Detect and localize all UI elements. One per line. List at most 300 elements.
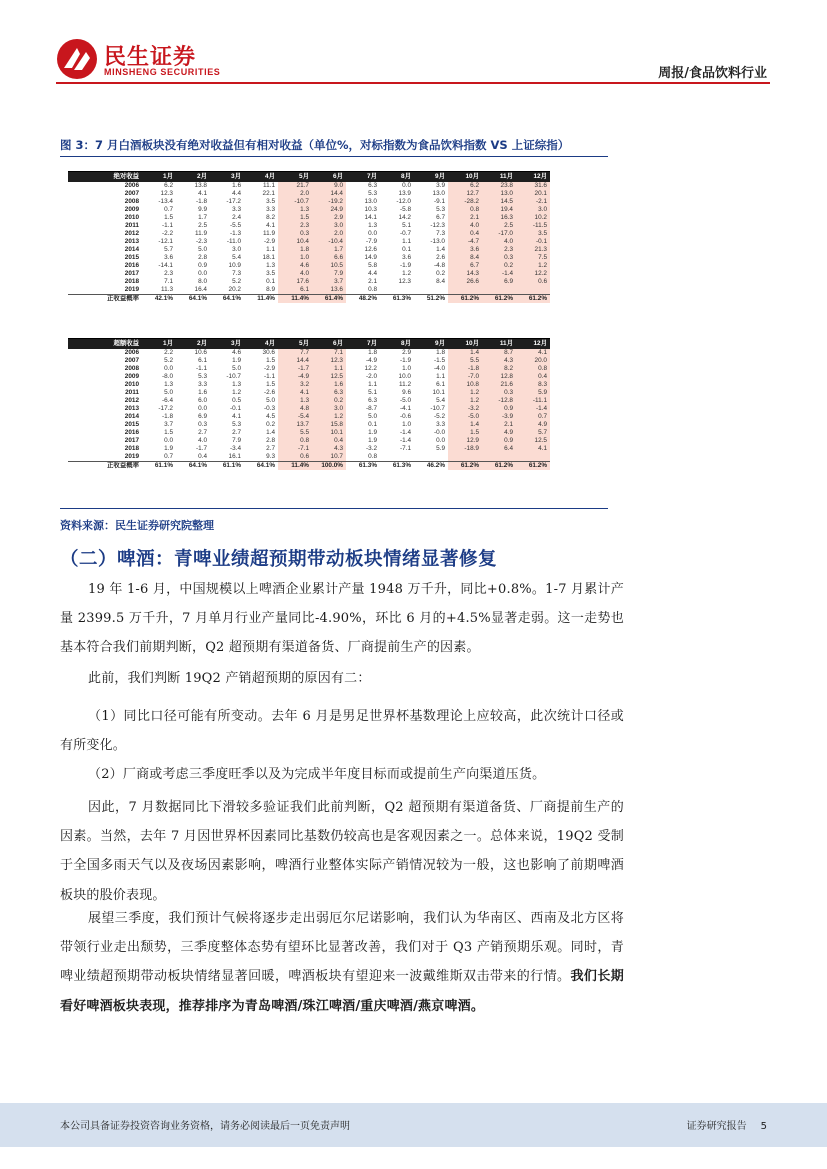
table-header-month: 3月 (210, 339, 244, 349)
table-cell: 16.4 (194, 285, 207, 293)
table-cell: 2.8 (266, 436, 275, 444)
table-cell: -1.8 (195, 197, 207, 205)
table-cell: 16.3 (482, 214, 516, 222)
table-cell: 3.5 (516, 230, 550, 238)
table-year-cell: 2009 (124, 205, 139, 213)
table-cell: -9.1 (433, 197, 445, 205)
table-header-month: 8月 (380, 172, 414, 182)
table-year-cell: 2013 (124, 237, 139, 245)
table-cell: 1.5 (266, 356, 275, 364)
table-cell: 0.3 (198, 420, 207, 428)
table-cell: 4.0 (448, 222, 482, 230)
table-cell: 12.9 (448, 437, 482, 445)
excess-return-table (68, 338, 550, 470)
table-cell: 5.4 (232, 253, 241, 261)
table-cell: 5.7 (516, 429, 550, 437)
table-winrate-cell: 61.1% (142, 461, 176, 470)
table-cell: 1.2 (312, 413, 346, 421)
table-cell: 22.1 (262, 189, 275, 197)
table-cell: 20.2 (228, 285, 241, 293)
table-cell: 5.0 (164, 388, 173, 396)
table-cell: 0.7 (164, 205, 173, 213)
table-year-cell: 2015 (124, 253, 139, 261)
table-year-cell: 2016 (124, 428, 139, 436)
table-row (68, 286, 550, 295)
table-cell (482, 453, 516, 462)
table-year-cell: 2018 (124, 277, 139, 285)
table-cell: 0.0 (368, 229, 377, 237)
table-year-cell: 2008 (124, 197, 139, 205)
table-row (68, 198, 550, 206)
table-cell: 1.1 (436, 372, 445, 380)
table-cell: 5.8 (368, 261, 377, 269)
table-cell: -2.2 (161, 229, 173, 237)
table-cell: -1.8 (161, 412, 173, 420)
table-cell: 5.2 (164, 356, 173, 364)
table-cell: -12.8 (482, 397, 516, 405)
table-cell: 0.4 (312, 437, 346, 445)
table-cell: 1.8 (436, 348, 445, 356)
table-cell: 3.3 (232, 205, 241, 213)
table-cell: -19.2 (312, 198, 346, 206)
table-cell: 0.9 (482, 405, 516, 413)
table-cell: 7.3 (436, 229, 445, 237)
table-cell: 7.3 (232, 269, 241, 277)
table-cell: 1.1 (368, 380, 377, 388)
table-cell: 30.6 (262, 348, 275, 356)
table-cell (448, 453, 482, 462)
table-cell: -4.7 (448, 238, 482, 246)
table-cell: 12.2 (516, 270, 550, 278)
table-cell: 8.3 (516, 381, 550, 389)
table-cell: 14.4 (278, 357, 312, 365)
table-cell: 3.3 (198, 380, 207, 388)
table-cell: -2.0 (365, 372, 377, 380)
table-cell: 1.3 (278, 397, 312, 405)
table-cell: 1.6 (198, 388, 207, 396)
table-cell: 23.8 (482, 182, 516, 190)
table-winrate-cell: 64.1% (244, 461, 278, 470)
table-cell: -13.4 (158, 197, 173, 205)
table-cell: -1.1 (195, 364, 207, 372)
table-cell: -5.0 (448, 413, 482, 421)
table-cell: 7.9 (232, 436, 241, 444)
logo-english-name: MINSHENG SECURITIES (104, 67, 221, 77)
figure-title-divider (60, 156, 608, 157)
table-cell: 0.0 (198, 404, 207, 412)
table-cell: -5.0 (399, 396, 411, 404)
table-cell (380, 453, 414, 462)
table-cell: 7.1 (164, 277, 173, 285)
table-cell: -11.5 (516, 222, 550, 230)
table-cell: 0.4 (198, 452, 207, 460)
table-winrate-cell: 64.1% (210, 294, 244, 303)
table-cell: 14.4 (312, 190, 346, 198)
table-cell: -1.1 (263, 372, 275, 380)
table-row (68, 349, 550, 357)
table-cell: 2.3 (278, 222, 312, 230)
table-cell: -2.9 (263, 364, 275, 372)
table-cell: 1.9 (232, 356, 241, 364)
table-cell: -12.3 (430, 221, 445, 229)
table-cell: 3.6 (448, 246, 482, 254)
table-cell: 0.8 (516, 365, 550, 373)
table-cell: -1.7 (278, 365, 312, 373)
table-cell: 1.2 (232, 388, 241, 396)
table-year-cell: 2019 (124, 452, 139, 460)
table-cell: 4.4 (368, 269, 377, 277)
table-cell: -2.3 (195, 237, 207, 245)
table-cell: 5.3 (436, 205, 445, 213)
table-cell: 0.4 (516, 373, 550, 381)
table-cell: -10.7 (278, 198, 312, 206)
table-cell: -3.9 (482, 413, 516, 421)
table-cell: 16.1 (228, 452, 241, 460)
table-cell: 10.0 (398, 372, 411, 380)
table-cell: -4.9 (365, 356, 377, 364)
table-header-month: 11月 (482, 339, 516, 349)
table-cell: -1.7 (195, 444, 207, 452)
table-header-month: 7月 (346, 339, 380, 349)
paragraph-6-recommendation: 我们长期看好啤酒板块表现，推荐排序为青岛啤酒/珠江啤酒/重庆啤酒/燕京啤酒。 (60, 969, 624, 1014)
table-cell: 20.0 (516, 357, 550, 365)
table-cell: 5.0 (232, 364, 241, 372)
table-cell: 5.1 (402, 221, 411, 229)
table-cell: 1.9 (368, 436, 377, 444)
table-cell: 14.1 (364, 213, 377, 221)
table-cell (516, 453, 550, 462)
table-cell: 1.9 (368, 428, 377, 436)
table-cell: -0.7 (399, 229, 411, 237)
table-cell: 14.5 (482, 198, 516, 206)
table-cell: -1.9 (399, 356, 411, 364)
table-cell: 3.2 (278, 381, 312, 389)
table-year-cell: 2019 (124, 285, 139, 293)
table-cell: -18.9 (448, 445, 482, 453)
table-cell: 3.6 (402, 253, 411, 261)
table-cell: 2.0 (278, 190, 312, 198)
table-cell: -2.1 (516, 198, 550, 206)
table-cell: 4.3 (482, 357, 516, 365)
table-cell: 3.0 (312, 405, 346, 413)
table-cell: 0.2 (482, 262, 516, 270)
table-cell: 4.6 (278, 262, 312, 270)
table-cell: 5.5 (278, 429, 312, 437)
table-cell: 5.7 (164, 245, 173, 253)
table-cell: 4.9 (482, 429, 516, 437)
table-cell: 4.5 (266, 412, 275, 420)
table-cell: 3.0 (232, 245, 241, 253)
table-cell: -28.2 (448, 198, 482, 206)
table-cell: 4.1 (266, 221, 275, 229)
table-cell: 1.2 (448, 397, 482, 405)
table-cell: -5.4 (278, 413, 312, 421)
table-cell: 0.4 (448, 230, 482, 238)
table-header-month: 5月 (278, 339, 312, 349)
table-cell: 13.7 (278, 421, 312, 429)
table-cell: 2.7 (198, 428, 207, 436)
table-cell: 11.9 (195, 229, 207, 237)
table-cell: 26.6 (448, 278, 482, 286)
table-cell: 12.3 (312, 357, 346, 365)
table-year-cell: 2009 (124, 372, 139, 380)
table-header-month: 8月 (380, 339, 414, 349)
table-cell: -5.5 (229, 221, 241, 229)
table-winrate-cell: 61.3% (380, 294, 414, 303)
paragraph-2: 此前，我们判断 19Q2 产销超预期的原因有二： (88, 671, 371, 686)
table-header-month: 2月 (176, 172, 210, 182)
table-cell: 1.0 (402, 364, 411, 372)
table-cell: 11.3 (161, 285, 173, 293)
table-header-row (68, 339, 550, 349)
figure-bottom-divider (60, 508, 608, 509)
table-cell: 0.2 (436, 269, 445, 277)
table-cell: 0.6 (278, 453, 312, 462)
table-cell: -13.0 (430, 237, 445, 245)
table-cell: 12.7 (448, 190, 482, 198)
table-cell: 3.0 (516, 206, 550, 214)
table-row (68, 254, 550, 262)
logo-chinese-name: 民生证券 (104, 45, 197, 70)
table-row (68, 453, 550, 462)
table-cell: 2.4 (232, 213, 241, 221)
paragraph-1: 19 年 1-6 月，中国规模以上啤酒企业累计产量 1948 万千升，同比+0.8%。1-7 月累计产量 2399.5 万千升，7 月单月行业产量同比-4.90%，环比 6 月的+4.5%显著走弱。这一走势也基本符合我们前期判断，Q2 超预期有渠道备货、厂商提前生产的因素。 (60, 582, 624, 656)
table-cell: 3.3 (436, 420, 445, 428)
table-cell: -7.9 (365, 237, 377, 245)
table-header-month: 6月 (312, 339, 346, 349)
table-row (68, 278, 550, 286)
table-cell: 5.3 (232, 420, 241, 428)
table-cell: 5.0 (198, 245, 207, 253)
table-cell: 1.4 (448, 349, 482, 357)
table-cell: 5.5 (448, 357, 482, 365)
table-year-cell: 2011 (125, 388, 139, 396)
table-cell: 1.3 (368, 221, 377, 229)
table-winrate-cell: 61.3% (380, 461, 414, 470)
table-cell: 2.9 (402, 348, 411, 356)
table-cell: 0.1 (402, 245, 411, 253)
table-cell: 13.6 (312, 286, 346, 295)
table-header-month: 12月 (516, 172, 550, 182)
table-header-month: 7月 (346, 172, 380, 182)
table-cell: 1.0 (278, 254, 312, 262)
table-cell: 14.9 (364, 253, 377, 261)
table-cell: 9.3 (266, 452, 275, 460)
table-year-cell: 2010 (124, 213, 139, 221)
table-cell: 3.5 (266, 197, 275, 205)
table-header-month: 9月 (414, 172, 448, 182)
table-cell: 2.3 (482, 246, 516, 254)
table-cell: 4.0 (198, 436, 207, 444)
paragraph-6-text: 展望三季度，我们预计气候将逐步走出弱厄尔尼诺影响，我们认为华南区、西南及北方区将带领行业走出颓势，三季度整体态势有望环比显著改善，我们对于 Q3 产销预期乐观。同时，青啤业绩超预期带动板块情绪显著回暖，啤酒板块有望迎来一波戴维斯双击带来的行情。 (60, 911, 624, 985)
table-cell: 5.9 (436, 444, 445, 452)
table-year-cell: 2012 (124, 229, 139, 237)
table-winrate-cell: 61.2% (516, 294, 550, 303)
table-cell: -0.1 (229, 404, 241, 412)
table-cell: 10.3 (364, 205, 377, 213)
table-cell: -1.9 (399, 261, 411, 269)
table-cell: -7.0 (448, 373, 482, 381)
table-cell: 2.1 (448, 214, 482, 222)
table-cell: 1.4 (436, 245, 445, 253)
table-cell: -8.7 (365, 404, 377, 412)
table-header-row (68, 172, 550, 182)
table-cell: -4.0 (433, 364, 445, 372)
table-cell: 0.9 (198, 261, 207, 269)
table-cell: 3.9 (436, 181, 445, 189)
table-cell: 1.2 (448, 389, 482, 397)
table-cell: 6.9 (198, 412, 207, 420)
table-cell: 7.5 (516, 254, 550, 262)
table-winrate-cell: 61.4% (312, 294, 346, 303)
table-cell: 0.0 (164, 436, 173, 444)
table-cell: 0.5 (232, 396, 241, 404)
page-number: 5 (760, 1121, 767, 1132)
table-winrate-cell: 100.0% (312, 461, 346, 470)
table-cell: 10.4 (278, 238, 312, 246)
table-cell: 2.0 (312, 230, 346, 238)
absolute-return-table (68, 171, 550, 303)
table-winrate-cell: 46.2% (414, 461, 448, 470)
table-winrate-cell: 51.2% (414, 294, 448, 303)
table-row (68, 421, 550, 429)
table-winrate-cell: 61.2% (516, 461, 550, 470)
table-row (68, 206, 550, 214)
table-row (68, 413, 550, 421)
table-cell: 1.5 (164, 213, 173, 221)
table-cell: 14.3 (448, 270, 482, 278)
table-header-month: 9月 (414, 339, 448, 349)
paragraph-4: （2）厂商或考虑三季度旺季以及为完成半年度目标而或提前生产向渠道压货。 (88, 767, 546, 782)
table-cell: 19.4 (482, 206, 516, 214)
table-cell: 8.9 (266, 285, 275, 293)
table-cell: 0.0 (198, 269, 207, 277)
table-winrate-label: 正收益概率 (68, 294, 142, 303)
table-cell: 0.8 (368, 285, 377, 293)
table-cell: 0.0 (402, 181, 411, 189)
table-cell: 6.0 (198, 396, 207, 404)
table-cell: 21.3 (516, 246, 550, 254)
table-cell: 0.8 (278, 437, 312, 445)
table-header-month: 10月 (448, 172, 482, 182)
table-cell: 12.5 (312, 373, 346, 381)
table-year-cell: 2014 (124, 412, 139, 420)
paragraph-5: 因此，7 月数据同比下滑较多验证我们此前判断，Q2 超预期有渠道备货、厂商提前生产的因素。当然，去年 7 月因世界杯因素同比基数仍较高也是客观因素之一。总体来说，19Q2 受制于全国多雨天气以及夜场因素影响，啤酒行业整体实际产销情况较为一般，这也影响了前期啤酒板块的股价表现。 (60, 800, 624, 903)
table-cell: 0.6 (516, 278, 550, 286)
table-row (68, 190, 550, 198)
table-cell: 8.4 (448, 254, 482, 262)
table-cell: 0.0 (164, 364, 173, 372)
table-cell: 6.7 (436, 213, 445, 221)
table-cell: -10.7 (430, 404, 445, 412)
table-row (68, 270, 550, 278)
table-winrate-cell: 61.2% (448, 461, 482, 470)
table-cell: 5.1 (368, 388, 377, 396)
table-cell: 1.2 (402, 269, 411, 277)
table-cell: 8.4 (436, 277, 445, 285)
table-cell: 1.3 (232, 380, 241, 388)
table-cell: 0.0 (436, 436, 445, 444)
table-cell: 5.0 (266, 396, 275, 404)
table-header-month: 6月 (312, 172, 346, 182)
table-row (68, 182, 550, 190)
table-cell: 2.5 (482, 222, 516, 230)
table-cell: 2.1 (368, 277, 377, 285)
table-cell: 6.1 (198, 356, 207, 364)
table-year-cell: 2007 (124, 356, 139, 364)
table-cell: -4.1 (399, 404, 411, 412)
table-cell: 5.0 (368, 412, 377, 420)
table-cell: 4.1 (232, 412, 241, 420)
table-cell: -1.4 (399, 428, 411, 436)
table-cell: 5.4 (436, 396, 445, 404)
table-header-label: 绝对收益 (68, 172, 142, 182)
table-row (68, 238, 550, 246)
table-row (68, 445, 550, 453)
table-header-month: 10月 (448, 339, 482, 349)
table-row (68, 381, 550, 389)
table-cell: 2.8 (198, 253, 207, 261)
table-cell: 17.6 (278, 278, 312, 286)
table-cell: -0.3 (263, 404, 275, 412)
table-cell: 2.2 (164, 348, 173, 356)
table-cell (448, 286, 482, 295)
table-cell (414, 453, 448, 462)
table-cell: 20.1 (516, 190, 550, 198)
table-cell: 0.7 (164, 452, 173, 460)
table-cell: 2.6 (436, 253, 445, 261)
table-cell: 2.1 (482, 421, 516, 429)
table-cell: 0.3 (482, 389, 516, 397)
table-cell: 10.2 (516, 214, 550, 222)
table-cell: 0.7 (516, 413, 550, 421)
table-cell: 2.7 (266, 444, 275, 452)
table-row (68, 389, 550, 397)
table-cell: 31.6 (516, 182, 550, 190)
table-header-month: 11月 (482, 172, 516, 182)
table-cell: 11.1 (263, 181, 275, 189)
table-year-cell: 2017 (124, 269, 139, 277)
table-cell: -11.1 (516, 397, 550, 405)
table-year-cell: 2008 (124, 364, 139, 372)
table-cell: -17.2 (158, 404, 173, 412)
table-cell: 1.3 (278, 206, 312, 214)
table-cell: 1.5 (164, 428, 173, 436)
table-cell: 0.1 (368, 420, 377, 428)
table-winrate-row (68, 294, 550, 303)
table-row (68, 246, 550, 254)
table-cell: 12.8 (482, 373, 516, 381)
table-cell: 7.1 (312, 349, 346, 357)
table-cell: 4.8 (278, 405, 312, 413)
paragraph-3: （1）同比口径可能有所变动。去年 6 月是男足世界杯基数理论上应较高，此次统计口径或有所变化。 (60, 709, 624, 754)
table-cell: -0.1 (516, 238, 550, 246)
table-cell: -7.1 (399, 444, 411, 452)
table-cell: 6.1 (278, 286, 312, 295)
table-row (68, 405, 550, 413)
table-cell: 1.8 (278, 246, 312, 254)
table-header-month: 1月 (142, 339, 176, 349)
table-cell: 1.3 (266, 261, 275, 269)
table-cell: 10.6 (194, 348, 207, 356)
table-winrate-cell: 61.2% (482, 461, 516, 470)
figure-source: 资料来源：民生证券研究院整理 (60, 519, 214, 532)
table-year-cell: 2015 (124, 420, 139, 428)
table-cell: 6.4 (482, 445, 516, 453)
table-cell: 12.3 (398, 277, 411, 285)
table-winrate-cell: 61.2% (482, 294, 516, 303)
table-cell: 10.7 (312, 453, 346, 462)
